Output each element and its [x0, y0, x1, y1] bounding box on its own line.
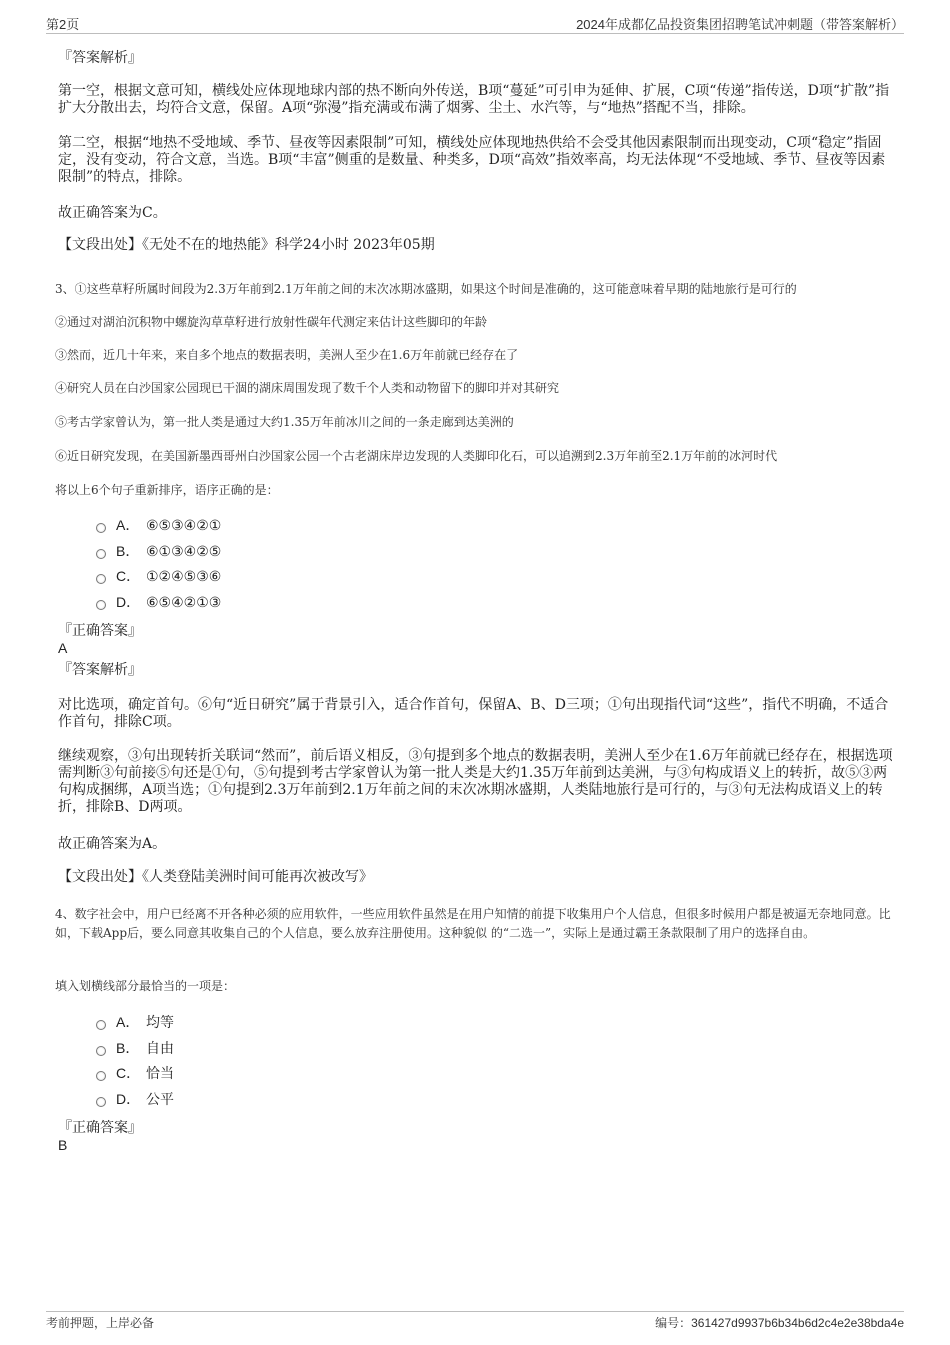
option-key: A． — [116, 1014, 140, 1030]
source-citation: 【文段出处】《人类登陆美洲时间可能再次被改写》 — [58, 869, 373, 885]
page-number: 第2页 — [46, 17, 80, 32]
footer-slogan: 考前押题，上岸必备 — [46, 1316, 155, 1330]
answer-heading: 『正确答案』 — [58, 623, 142, 639]
option-a[interactable] — [96, 1012, 174, 1032]
option-key: B． — [116, 543, 140, 559]
radio-icon[interactable] — [96, 1071, 106, 1081]
analysis-conclusion: 故正确答案为A。 — [58, 836, 167, 852]
question-prompt: 填入划横线部分最恰当的一项是： — [55, 979, 236, 993]
option-b[interactable] — [96, 541, 221, 561]
option-key: C． — [116, 1065, 141, 1081]
radio-icon[interactable] — [96, 549, 106, 559]
option-c[interactable] — [96, 1063, 174, 1083]
answer-heading: 『正确答案』 — [58, 1120, 142, 1136]
analysis-heading: 『答案解析』 — [58, 50, 142, 66]
option-text: 自由 — [146, 1041, 174, 1057]
radio-icon[interactable] — [96, 523, 106, 533]
analysis-paragraph: 第一空，根据文意可知，横线处应体现地球内部的热不断向外传送，B项“蔓延”可引申为延伸、扩展，C项“传递”指传送，D项“扩散”指扩大分散出去，均符合文意，保留。A项“弥漫”指充满或布满了烟雾、尘土、水汽等，与“地热”搭配不当，排除。 — [58, 83, 890, 116]
option-text: ⑥①③④②⑤ — [146, 544, 222, 560]
option-key: A． — [116, 517, 140, 533]
page-footer — [46, 1314, 904, 1332]
option-text: ⑥⑤③④②① — [146, 518, 222, 534]
document-code: 编号：361427d9937b6b34b6d2c4e2e38bda4e — [655, 1316, 904, 1330]
option-d[interactable] — [96, 592, 221, 612]
option-key: D． — [116, 594, 141, 610]
source-citation: 【文段出处】《无处不在的地热能》科学24小时 2023年05期 — [58, 237, 435, 253]
option-d[interactable] — [96, 1089, 174, 1109]
question-sentence: ②通过对湖泊沉积物中螺旋沟草草籽进行放射性碳年代测定来估计这些脚印的年龄 — [55, 315, 488, 329]
option-key: C． — [116, 568, 141, 584]
correct-answer: B — [58, 1137, 68, 1153]
question-sentence: ③然而，近几十年来，来自多个地点的数据表明，美洲人至少在1.6万年前就已经存在了 — [55, 348, 519, 362]
analysis-paragraph: 对比选项，确定首句。⑥句“近日研究”属于背景引入，适合作首句，保留A、B、D三项；①句出现指代词“这些”，指代不明确，不适合作首句，排除C项。 — [58, 697, 889, 730]
correct-answer: A — [58, 640, 68, 656]
option-text: ①②④⑤③⑥ — [146, 569, 222, 585]
option-text: 公平 — [146, 1092, 174, 1108]
radio-icon[interactable] — [96, 1020, 106, 1030]
question-sentence: 3、①这些草籽所属时间段为2.3万年前到2.1万年前之间的末次冰期冰盛期，如果这个时间是准确的，这可能意味着早期的陆地旅行是可行的 — [55, 282, 797, 296]
question-stem: 4、数字社会中，用户已经离不开各种必须的应用软件，一些应用软件虽然是在用户知情的前提下收集用户个人信息，但很多时候用户都是被逼无奈地同意。比如，下载App后，要么同意其收集自己的个人信息，要么放弃注册使用。这种貌似 的“二选一”，实际上是通过霸王条款限制了用户的选择自由。 — [55, 907, 891, 940]
option-text: 恰当 — [146, 1066, 174, 1082]
header-divider — [46, 33, 904, 34]
option-key: D． — [116, 1091, 141, 1107]
question-sentence: ⑥近日研究发现，在美国新墨西哥州白沙国家公园一个古老湖床岸边发现的人类脚印化石，可以追溯到2.3万年前至2.1万年前的冰河时代 — [55, 449, 778, 463]
document-title: 2024年成都亿品投资集团招聘笔试冲刺题（带答案解析） — [576, 17, 904, 32]
radio-icon[interactable] — [96, 1097, 106, 1107]
analysis-paragraph: 第二空，根据“地热不受地域、季节、昼夜等因素限制”可知，横线处应体现地热供给不会受其他因素限制而出现变动，C项“稳定”指固定，没有变动，符合文意，当选。B项“丰富”侧重的是数量、种类多，D项“高效”指效率高，均无法体现“不受地域、季节、昼夜等因素限制”的特点，排除。 — [58, 135, 886, 185]
option-c[interactable] — [96, 566, 221, 586]
option-a[interactable] — [96, 515, 221, 535]
analysis-conclusion: 故正确答案为C。 — [58, 205, 167, 221]
option-text: 均等 — [146, 1015, 174, 1031]
analysis-heading: 『答案解析』 — [58, 662, 142, 678]
question-prompt: 将以上6个句子重新排序，语序正确的是： — [55, 483, 279, 497]
question-sentence: ④研究人员在白沙国家公园现已干涸的湖床周围发现了数千个人类和动物留下的脚印并对其研究 — [55, 381, 560, 395]
option-text: ⑥⑤④②①③ — [146, 595, 222, 611]
radio-icon[interactable] — [96, 600, 106, 610]
page-header — [46, 14, 904, 32]
footer-divider — [46, 1311, 904, 1312]
analysis-paragraph: 继续观察，③句出现转折关联词“然而”，前后语义相反，③句提到多个地点的数据表明，美洲人至少在1.6万年前就已经存在，根据选项需判断③句前接⑤句还是①句，⑤句提到考古学家曾认为第一批人类是大约1.35万年前到达美洲，与③句构成语义上的转折，故⑤③两句构成捆绑，A项当选；①句提到2.3万年前到2.1万年前之间的末次冰期冰盛期，人类陆地旅行是可行的，与③句无法构成语义上的转折，排除B、D两项。 — [58, 748, 893, 815]
option-b[interactable] — [96, 1038, 174, 1058]
option-key: B． — [116, 1040, 140, 1056]
question-sentence: ⑤考古学家曾认为，第一批人类是通过大约1.35万年前冰川之间的一条走廊到达美洲的 — [55, 415, 514, 429]
radio-icon[interactable] — [96, 574, 106, 584]
radio-icon[interactable] — [96, 1046, 106, 1056]
